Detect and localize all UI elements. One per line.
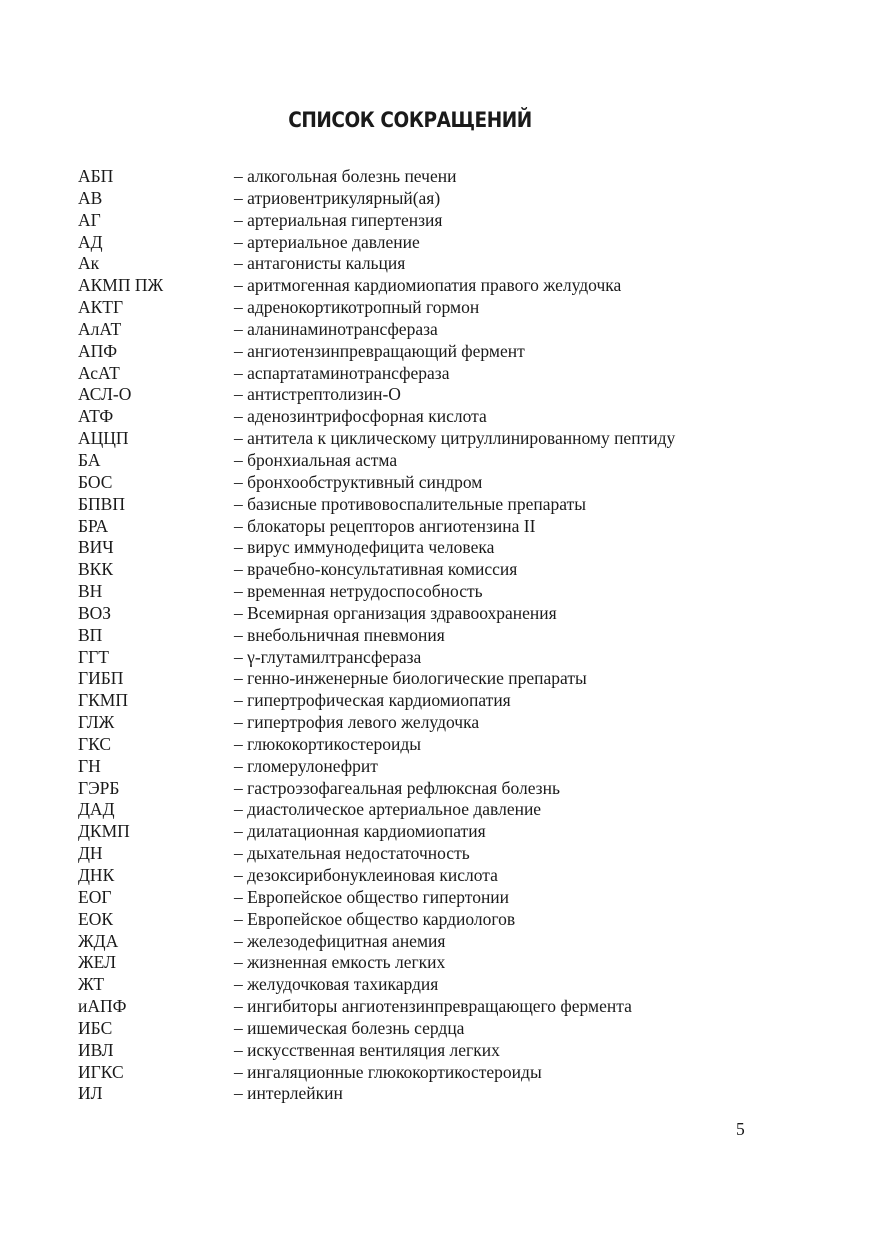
- abbreviation-definition: – артериальное давление: [234, 231, 420, 252]
- abbreviation-row: [78, 952, 778, 974]
- abbreviation-term: АлАТ: [78, 318, 122, 339]
- abbreviation-definition: – аденозинтрифосфорная кислота: [234, 406, 487, 427]
- page-number: 5: [736, 1119, 745, 1139]
- abbreviation-definition: – антистрептолизин-О: [234, 384, 401, 405]
- abbreviation-term: ГКС: [78, 733, 112, 754]
- abbreviation-term: иАПФ: [78, 996, 127, 1017]
- abbreviation-term: ВН: [78, 581, 103, 602]
- abbreviation-term: ИЛ: [78, 1083, 103, 1104]
- abbreviation-definition: – желудочковая тахикардия: [234, 974, 439, 995]
- abbreviation-term: ГИБП: [78, 668, 124, 689]
- abbreviation-term: АГ: [78, 209, 101, 230]
- abbreviation-term: БРА: [78, 515, 109, 536]
- abbreviation-row: [78, 1083, 778, 1105]
- abbreviation-row: [78, 974, 778, 996]
- abbreviation-row: [78, 537, 778, 559]
- abbreviation-row: [78, 516, 778, 538]
- abbreviation-definition: – блокаторы рецепторов ангиотензина II: [234, 515, 536, 536]
- abbreviation-definition: – железодефицитная анемия: [234, 930, 446, 951]
- abbreviation-term: АВ: [78, 187, 103, 208]
- abbreviation-term: ЕОГ: [78, 886, 112, 907]
- abbreviation-term: ЖТ: [78, 974, 105, 995]
- abbreviation-term: АБП: [78, 166, 114, 186]
- abbreviation-definition: – базисные противовоспалительные препараты: [234, 493, 587, 514]
- abbreviation-row: [78, 297, 778, 319]
- abbreviation-term: ЖДА: [78, 930, 119, 951]
- abbreviation-term: АПФ: [78, 340, 118, 361]
- abbreviation-definition: – дезоксирибонуклеиновая кислота: [234, 865, 498, 885]
- abbreviation-row: [78, 472, 778, 494]
- abbreviation-definition: – Всемирная организация здравоохранения: [234, 602, 557, 623]
- abbreviation-term: ВКК: [78, 559, 114, 580]
- abbreviation-term: АсАТ: [78, 362, 120, 383]
- abbreviation-row: [78, 384, 778, 406]
- abbreviation-term: АКМП ПЖ: [78, 275, 164, 296]
- abbreviation-term: ВП: [78, 624, 103, 645]
- abbreviation-row: [78, 581, 778, 603]
- abbreviation-row: [78, 210, 778, 232]
- abbreviation-row: [78, 821, 778, 843]
- abbreviation-definition: – внебольничная пневмония: [234, 624, 445, 645]
- abbreviation-row: [78, 253, 778, 275]
- abbreviation-term: ЕОК: [78, 908, 113, 929]
- abbreviation-row: [78, 341, 778, 363]
- abbreviation-term: БПВП: [78, 493, 125, 514]
- abbreviation-term: ГКМП: [78, 690, 128, 711]
- abbreviation-row: [78, 647, 778, 669]
- abbreviation-term: ИБС: [78, 1017, 113, 1038]
- abbreviation-term: ИВЛ: [78, 1039, 114, 1060]
- abbreviation-definition: – гастроэзофагеальная рефлюксная болезнь: [234, 777, 560, 798]
- abbreviation-term: ГЭРБ: [78, 777, 120, 798]
- abbreviation-definition: – бронхиальная астма: [234, 449, 398, 470]
- abbreviation-row: [78, 625, 778, 647]
- abbreviation-definition: – ингибиторы ангиотензинпревращающего фермента: [234, 996, 632, 1017]
- abbreviation-row: [78, 363, 778, 385]
- abbreviation-term: АКТГ: [78, 297, 124, 318]
- abbreviation-term: ВОЗ: [78, 602, 112, 623]
- abbreviation-definition: – временная нетрудоспособность: [234, 581, 483, 602]
- abbreviation-row: [78, 778, 778, 800]
- abbreviation-definition: – Европейское общество кардиологов: [234, 908, 516, 929]
- abbreviation-definition: – Европейское общество гипертонии: [234, 886, 510, 907]
- abbreviation-row: [78, 319, 778, 341]
- abbreviation-term: БА: [78, 449, 101, 470]
- abbreviation-row: [78, 756, 778, 778]
- abbreviation-term: ИГКС: [78, 1061, 124, 1082]
- abbreviation-definition: – бронхообструктивный синдром: [234, 471, 483, 492]
- abbreviation-list: [78, 166, 778, 1105]
- abbreviation-definition: – диастолическое артериальное давление: [234, 799, 542, 820]
- abbreviation-definition: – вирус иммунодефицита человека: [234, 537, 495, 558]
- abbreviation-term: ГН: [78, 755, 101, 776]
- abbreviation-term: ЖЕЛ: [78, 952, 117, 973]
- abbreviation-definition: – аритмогенная кардиомиопатия правого желудочка: [234, 275, 622, 296]
- abbreviation-term: Ак: [78, 253, 100, 274]
- abbreviation-term: ГГТ: [78, 646, 109, 667]
- abbreviation-term: АСЛ-О: [78, 384, 132, 405]
- abbreviation-definition: – генно-инженерные биологические препараты: [234, 668, 587, 689]
- abbreviation-definition: – гипертрофия левого желудочка: [234, 712, 480, 733]
- abbreviation-definition: – ишемическая болезнь сердца: [234, 1017, 465, 1038]
- abbreviation-row: [78, 668, 778, 690]
- abbreviation-definition: – γ-глутамилтрансфераза: [234, 646, 422, 667]
- abbreviation-row: [78, 428, 778, 450]
- abbreviation-term: АД: [78, 231, 103, 252]
- abbreviation-row: [78, 494, 778, 516]
- abbreviation-definition: – аланинаминотрансфераза: [234, 318, 438, 339]
- abbreviation-term: ДН: [78, 843, 103, 864]
- abbreviation-definition: – адренокортикотропный гормон: [234, 297, 480, 318]
- abbreviation-row: [78, 1062, 778, 1084]
- abbreviation-definition: – искусственная вентиляция легких: [234, 1039, 500, 1060]
- abbreviation-term: ГЛЖ: [78, 712, 115, 733]
- abbreviation-row: [78, 909, 778, 931]
- abbreviation-row: [78, 996, 778, 1018]
- abbreviation-definition: – атриовентрикулярный(ая): [234, 187, 441, 208]
- abbreviation-row: [78, 166, 778, 188]
- abbreviation-row: [78, 188, 778, 210]
- abbreviation-row: [78, 887, 778, 909]
- abbreviation-definition: – врачебно-консультативная комиссия: [234, 559, 518, 580]
- abbreviation-row: [78, 690, 778, 712]
- abbreviation-definition: – дилатационная кардиомиопатия: [234, 821, 486, 842]
- abbreviation-row: [78, 1018, 778, 1040]
- abbreviation-definition: – глюкокортикостероиды: [234, 733, 421, 754]
- abbreviation-row: [78, 1040, 778, 1062]
- abbreviation-definition: – интерлейкин: [234, 1083, 343, 1104]
- abbreviation-definition: – ангиотензинпревращающий фермент: [234, 340, 525, 361]
- abbreviation-row: [78, 865, 778, 887]
- abbreviation-row: [78, 799, 778, 821]
- abbreviation-term: БОС: [78, 471, 113, 492]
- abbreviation-row: [78, 232, 778, 254]
- abbreviation-row: [78, 603, 778, 625]
- abbreviation-term: АТФ: [78, 406, 114, 427]
- abbreviation-row: [78, 843, 778, 865]
- abbreviation-term: ДНК: [78, 865, 115, 885]
- abbreviation-term: ВИЧ: [78, 537, 114, 558]
- abbreviation-row: [78, 406, 778, 428]
- abbreviation-term: ДКМП: [78, 821, 130, 842]
- abbreviation-term: АЦЦП: [78, 428, 129, 449]
- abbreviation-definition: – ингаляционные глюкокортикостероиды: [234, 1061, 542, 1082]
- abbreviation-row: [78, 712, 778, 734]
- abbreviation-definition: – гломерулонефрит: [234, 755, 378, 776]
- abbreviation-row: [78, 450, 778, 472]
- abbreviation-definition: – артериальная гипертензия: [234, 209, 443, 230]
- abbreviation-definition: – антитела к циклическому цитруллинированному пептиду: [234, 428, 676, 449]
- abbreviation-row: [78, 931, 778, 953]
- abbreviation-row: [78, 734, 778, 756]
- abbreviation-definition: – жизненная емкость легких: [234, 952, 446, 973]
- abbreviation-definition: – гипертрофическая кардиомиопатия: [234, 690, 511, 711]
- abbreviation-definition: – дыхательная недостаточность: [234, 843, 470, 864]
- abbreviation-definition: – алкогольная болезнь печени: [234, 166, 457, 186]
- abbreviation-row: [78, 559, 778, 581]
- page-title: СПИСОК СОКРАЩЕНИЙ: [288, 108, 532, 132]
- abbreviation-term: ДАД: [78, 799, 115, 820]
- abbreviation-definition: – аспартатаминотрансфераза: [234, 362, 450, 383]
- abbreviation-row: [78, 275, 778, 297]
- abbreviation-definition: – антагонисты кальция: [234, 253, 406, 274]
